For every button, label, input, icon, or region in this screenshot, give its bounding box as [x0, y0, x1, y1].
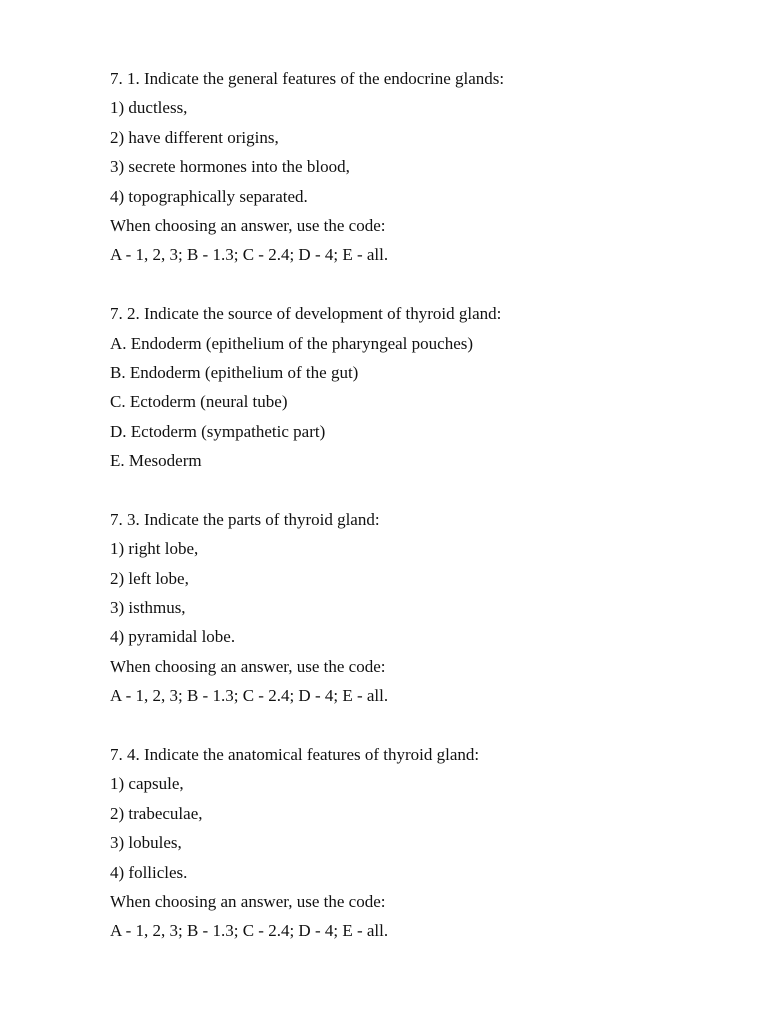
- question-text: 7. 3. Indicate the parts of thyroid gland:: [110, 509, 380, 529]
- option-line: B. Endoderm (epithelium of the gut): [110, 362, 359, 382]
- question-7-4: [110, 740, 730, 946]
- answer-code: A - 1, 2, 3; B - 1.3; C - 2.4; D - 4; E - all.: [110, 245, 389, 265]
- option-line: 3) lobules,: [110, 833, 182, 853]
- option-line: 1) right lobe,: [110, 539, 199, 559]
- question-7-1: [110, 64, 730, 270]
- answer-instruction: When choosing an answer, use the code:: [110, 891, 386, 911]
- option-line: 4) topographically separated.: [110, 186, 308, 206]
- question-text: 7. 4. Indicate the anatomical features of thyroid gland:: [110, 744, 480, 764]
- option-line: 3) secrete hormones into the blood,: [110, 157, 350, 177]
- answer-code: A - 1, 2, 3; B - 1.3; C - 2.4; D - 4; E - all.: [110, 921, 389, 941]
- question-text: 7. 2. Indicate the source of development of thyroid gland:: [110, 304, 502, 324]
- option-line: 1) ductless,: [110, 98, 188, 118]
- option-line: 3) isthmus,: [110, 598, 186, 618]
- question-7-2: [110, 299, 730, 475]
- answer-instruction: When choosing an answer, use the code:: [110, 656, 386, 676]
- document-page: [110, 64, 730, 975]
- option-line: 4) follicles.: [110, 862, 188, 882]
- question-text: 7. 1. Indicate the general features of the endocrine glands:: [110, 69, 505, 88]
- option-line: 1) capsule,: [110, 774, 184, 794]
- question-7-3: [110, 505, 730, 711]
- option-line: E. Mesoderm: [110, 451, 202, 471]
- option-line: 4) pyramidal lobe.: [110, 627, 236, 647]
- option-line: D. Ectoderm (sympathetic part): [110, 421, 326, 441]
- option-line: A. Endoderm (epithelium of the pharyngeal pouches): [110, 333, 474, 353]
- option-line: 2) have different origins,: [110, 127, 279, 147]
- option-line: 2) trabeculae,: [110, 803, 203, 823]
- option-line: 2) left lobe,: [110, 568, 189, 588]
- option-line: C. Ectoderm (neural tube): [110, 392, 288, 412]
- answer-instruction: When choosing an answer, use the code:: [110, 215, 386, 235]
- answer-code: A - 1, 2, 3; B - 1.3; C - 2.4; D - 4; E - all.: [110, 686, 389, 706]
